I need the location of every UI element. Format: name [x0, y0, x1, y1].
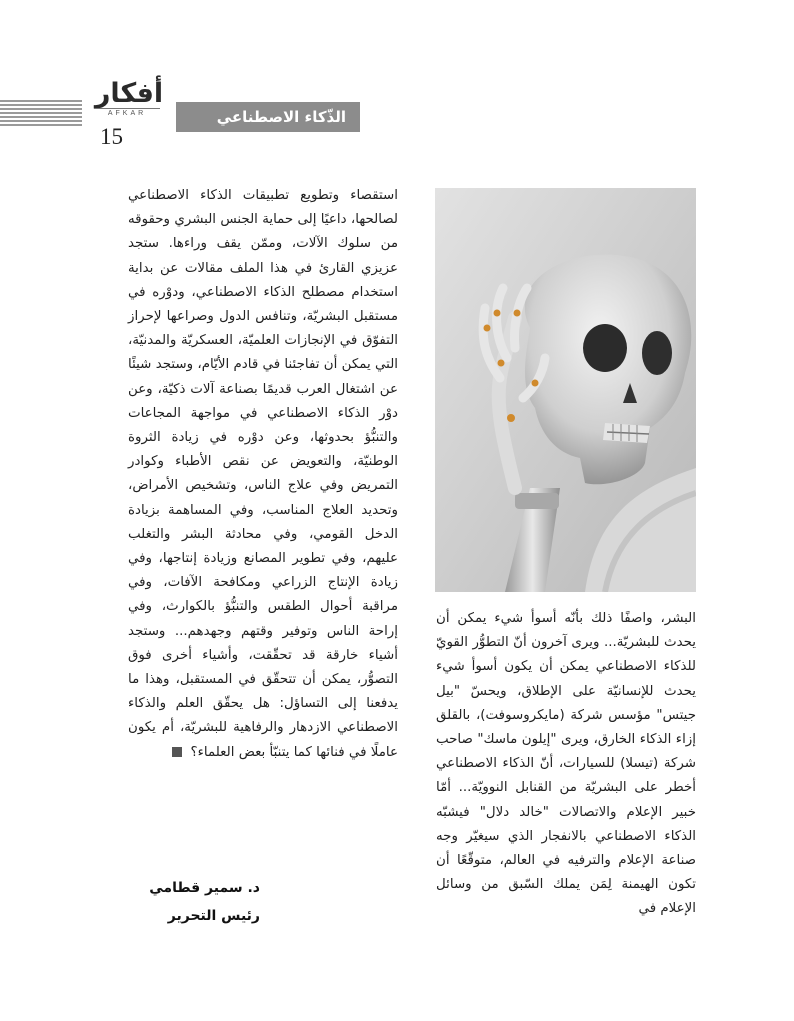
right-column-text: البشر، واصفًا ذلك بأنّه أسوأ شيء يمكن أن يحدث للبشريّة... ويرى آخرون أنّ التطوُّر القويّ للذكاء الاصطناعي يمكن أن يكون أسوأ شيء يحدث للإنسانيّة على الإطلاق، ويحسّ "بيل جيتس" مؤسس شركة (مايكروسوفت)، بالقلق إزاء الذكاء الخارق، ويرى "إيلون ماسك" صاحب شركة (تيسلا) للسيارات، أنّ الذكاء الاصطناعي أخطر على البشريّة من القنابل النوويّة... أمّا خبير الإعلام والاتصالات "خالد دلال" فيشبّه الذكاء الاصطناعي بالانفجار الذي سيغيّر وجه صناعة الإعلام والترفيه في العالم، متوقّعًا أن تكون الهيمنة لِمَن يملك السّبق من وسائل الإعلام في	[436, 611, 696, 917]
header-stripes	[0, 100, 82, 130]
article-column-left	[128, 184, 398, 765]
end-mark-icon	[172, 747, 182, 757]
page-number: 15	[100, 124, 123, 149]
left-column-text: استقصاء وتطويع تطبيقات الذكاء الاصطناعي لصالحها، داعيًا إلى حماية الجنس البشري وحقوقه من سلوك الآلات، وممّن يقف وراءها. ستجد عزيزي القارئ في هذا الملف مقالات عن بداية استخدام مصطلح الذكاء الاصطناعي، ودوْره في مستقبل البشريّة، وتنافس الدول وصراعها لإحراز التفوّق في الإنجازات العلميّة، العسكريّة والمدنيّة، التي يمكن أن تفاجئنا في قادم الأيّام، وستجد شيئًا عن اشتغال العرب قديمًا بصناعة آلات ذكيّة، وعن دوْر الذكاء الاصطناعي في مواجهة المجاعات والتنبُّؤ بحدوثها، وعن دوْره في زيادة الثروة الوطنيّة، والتعويض عن نقص الأطباء وكوادر التمريض وفي علاج الناس، وتشخيص الأمراض، وتحديد العلاج المناسب، وفي المساهمة بزيادة الدخل القومي، وفي محادثة البشر والتغلب عليهم، وفي تطوير المصانع وزيادة إنتاجها، وفي زيادة الإنتاج الزراعي ومكافحة الآفات، وفي مراقبة أحوال الطقس والتنبُّؤ بالكوارث، وفي إراحة الناس وتوفير وقتهم وجهدهم... وستجد أشياء خارقة قد تحقّقت، وأشياء أخرى فوق التصوُّر، يمكن أن تتحقّق في المستقبل، وهذا ما يدفعنا إلى التساؤل: هل يحقّق العلم والذكاء الاصطناعي الازدهار والرفاهية للبشريّة، أم يكون عاملًا في فنائها كما يتنبّأ بعض العلماء؟	[128, 188, 398, 760]
skull-robot-hand-image	[435, 188, 696, 592]
article-column-right	[436, 607, 696, 922]
author-name: د. سمير قطامي	[149, 880, 260, 896]
magazine-logo-latin: AFKAR	[94, 108, 160, 117]
section-title: الذّكاء الاصطناعي	[176, 102, 360, 132]
author-role: رئيس التحرير	[167, 908, 260, 924]
magazine-logo: أفكار	[94, 78, 164, 109]
article-photo	[435, 188, 696, 592]
